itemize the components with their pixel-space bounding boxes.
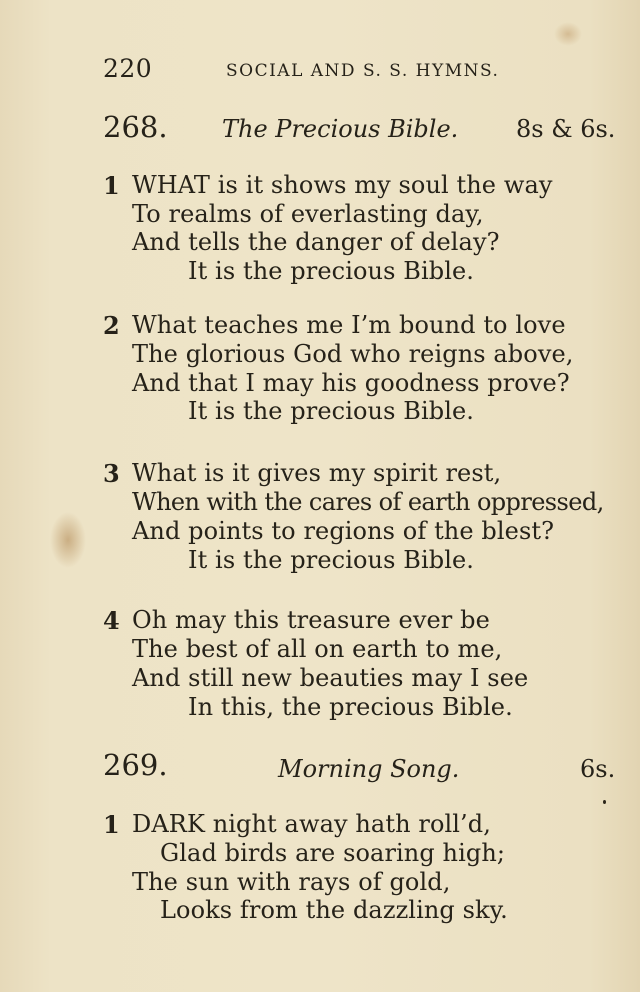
verse-number: 1 (103, 810, 120, 839)
verse-line: The glorious God who reigns above, (132, 340, 574, 368)
verse-line: Oh may this treasure ever be (132, 606, 490, 634)
hymn-title: Morning Song. (278, 755, 460, 783)
verse-line: Glad birds are soaring high; (160, 839, 506, 867)
verse-line: It is the precious Bible. (188, 397, 474, 425)
verse-line: WHAT is it shows my soul the way (132, 171, 553, 199)
hymn-number: 268. (103, 110, 168, 144)
verse-line: And points to regions of the blest? (132, 517, 555, 545)
verse-line: It is the precious Bible. (188, 546, 474, 574)
verse-number: 2 (103, 311, 120, 340)
verse-line: What is it gives my spirit rest, (132, 459, 502, 487)
hymn-number: 269. (103, 748, 168, 782)
verse-line: It is the precious Bible. (188, 257, 474, 285)
ink-speck (603, 800, 606, 804)
verse-line: DARK night away hath roll’d, (132, 810, 491, 838)
running-head: SOCIAL AND S. S. HYMNS. (226, 61, 500, 81)
verse-line: And still new beauties may I see (132, 664, 529, 692)
verse-line: And tells the danger of delay? (132, 228, 500, 256)
hymn-title: The Precious Bible. (222, 115, 459, 143)
verse-line: The best of all on earth to me, (132, 635, 503, 663)
page-number: 220 (103, 54, 153, 83)
verse-line: The sun with rays of gold, (132, 868, 451, 896)
verse-line: In this, the precious Bible. (188, 693, 513, 721)
verse-number: 1 (103, 171, 120, 200)
hymn-meter: 6s. (580, 755, 616, 783)
verse-line: And that I may his goodness prove? (132, 369, 570, 397)
hymn-meter: 8s & 6s. (516, 115, 616, 143)
verse-number: 3 (103, 459, 120, 488)
verse-line: When with the cares of earth oppressed, (132, 488, 604, 516)
verse-line: To realms of everlasting day, (132, 200, 484, 228)
verse-line: Looks from the dazzling sky. (160, 896, 508, 924)
verse-number: 4 (103, 606, 120, 635)
verse-line: What teaches me I’m bound to love (132, 311, 566, 339)
